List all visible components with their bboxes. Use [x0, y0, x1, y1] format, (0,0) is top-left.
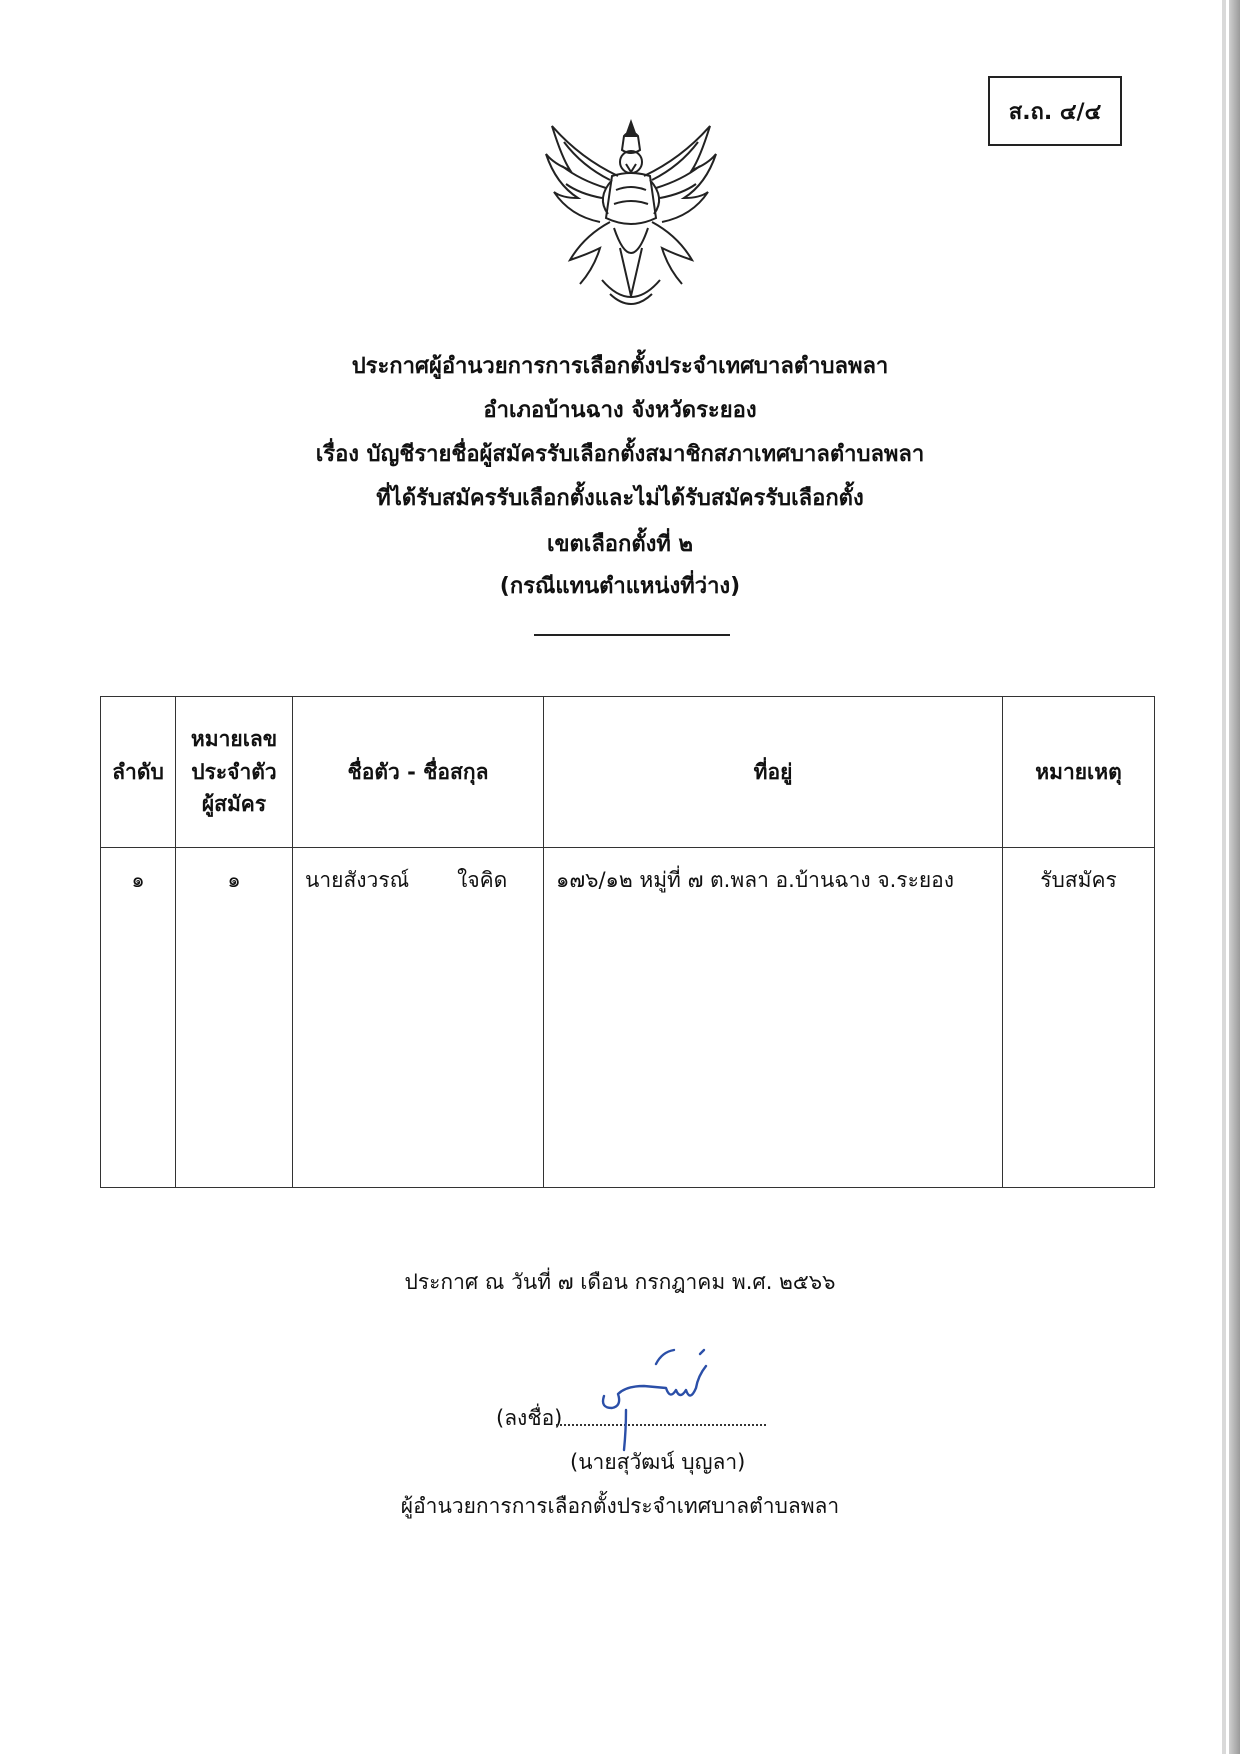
header-candidate-no-line-3: ผู้สมัคร — [201, 792, 267, 817]
announcement-date: ประกาศ ณ วันที่ ๗ เดือน กรกฎาคม พ.ศ. ๒๕๖๖ — [404, 1270, 836, 1294]
handwritten-signature-icon — [596, 1346, 726, 1456]
heading-line-5: เขตเลือกตั้งที่ ๒ — [546, 532, 694, 557]
heading-line-1: ประกาศผู้อำนวยการการเลือกตั้งประจำเทศบาลตำบลพลา — [351, 354, 889, 379]
page-edge-shadow-outer — [1229, 0, 1240, 1754]
header-order: ลำดับ — [101, 697, 176, 848]
header-address: ที่อยู่ — [544, 697, 1003, 848]
header-remark: หมายเหตุ — [1003, 697, 1155, 848]
heading-divider — [534, 634, 730, 636]
heading-line-6: (กรณีแทนตำแหน่งที่ว่าง) — [499, 574, 741, 599]
header-name: ชื่อตัว - ชื่อสกุล — [293, 697, 544, 848]
candidate-first-name: นายสังวรณ์ — [305, 868, 410, 892]
header-candidate-no — [176, 697, 293, 848]
signer-name: (นายสุวัฒน์ บุญลา) — [570, 1450, 746, 1474]
heading-line-3: เรื่อง บัญชีรายชื่อผู้สมัครรับเลือกตั้งสมาชิกสภาเทศบาลตำบลพลา — [315, 442, 925, 467]
signer-title: ผู้อำนวยการการเลือกตั้งประจำเทศบาลตำบลพลา — [400, 1494, 840, 1518]
candidate-table — [100, 696, 1155, 1188]
page-edge-shadow — [1222, 0, 1226, 1754]
heading-line-4: ที่ได้รับสมัครรับเลือกตั้งและไม่ได้รับสมัครรับเลือกตั้ง — [376, 486, 864, 511]
cell-remark: รับสมัคร — [1003, 848, 1155, 1188]
cell-order: ๑ — [101, 848, 176, 1188]
heading-line-2: อำเภอบ้านฉาง จังหวัดระยอง — [483, 398, 757, 423]
garuda-emblem-icon — [540, 118, 722, 318]
cell-address: ๑๗๖/๑๒ หมู่ที่ ๗ ต.พลา อ.บ้านฉาง จ.ระยอง — [544, 848, 1003, 1188]
header-candidate-no-line-1: หมายเลข — [190, 727, 278, 752]
candidate-last-name: ใจคิด — [457, 868, 508, 892]
table-header-row — [101, 697, 1155, 848]
form-code-box — [988, 76, 1122, 146]
table-row — [101, 848, 1155, 1188]
cell-name — [293, 848, 544, 1188]
form-code: ส.ถ. ๔/๔ — [1008, 99, 1102, 125]
signature-label: (ลงชื่อ) — [496, 1406, 563, 1430]
header-candidate-no-line-2: ประจำตัว — [191, 759, 277, 784]
cell-candidate-no: ๑ — [176, 848, 293, 1188]
